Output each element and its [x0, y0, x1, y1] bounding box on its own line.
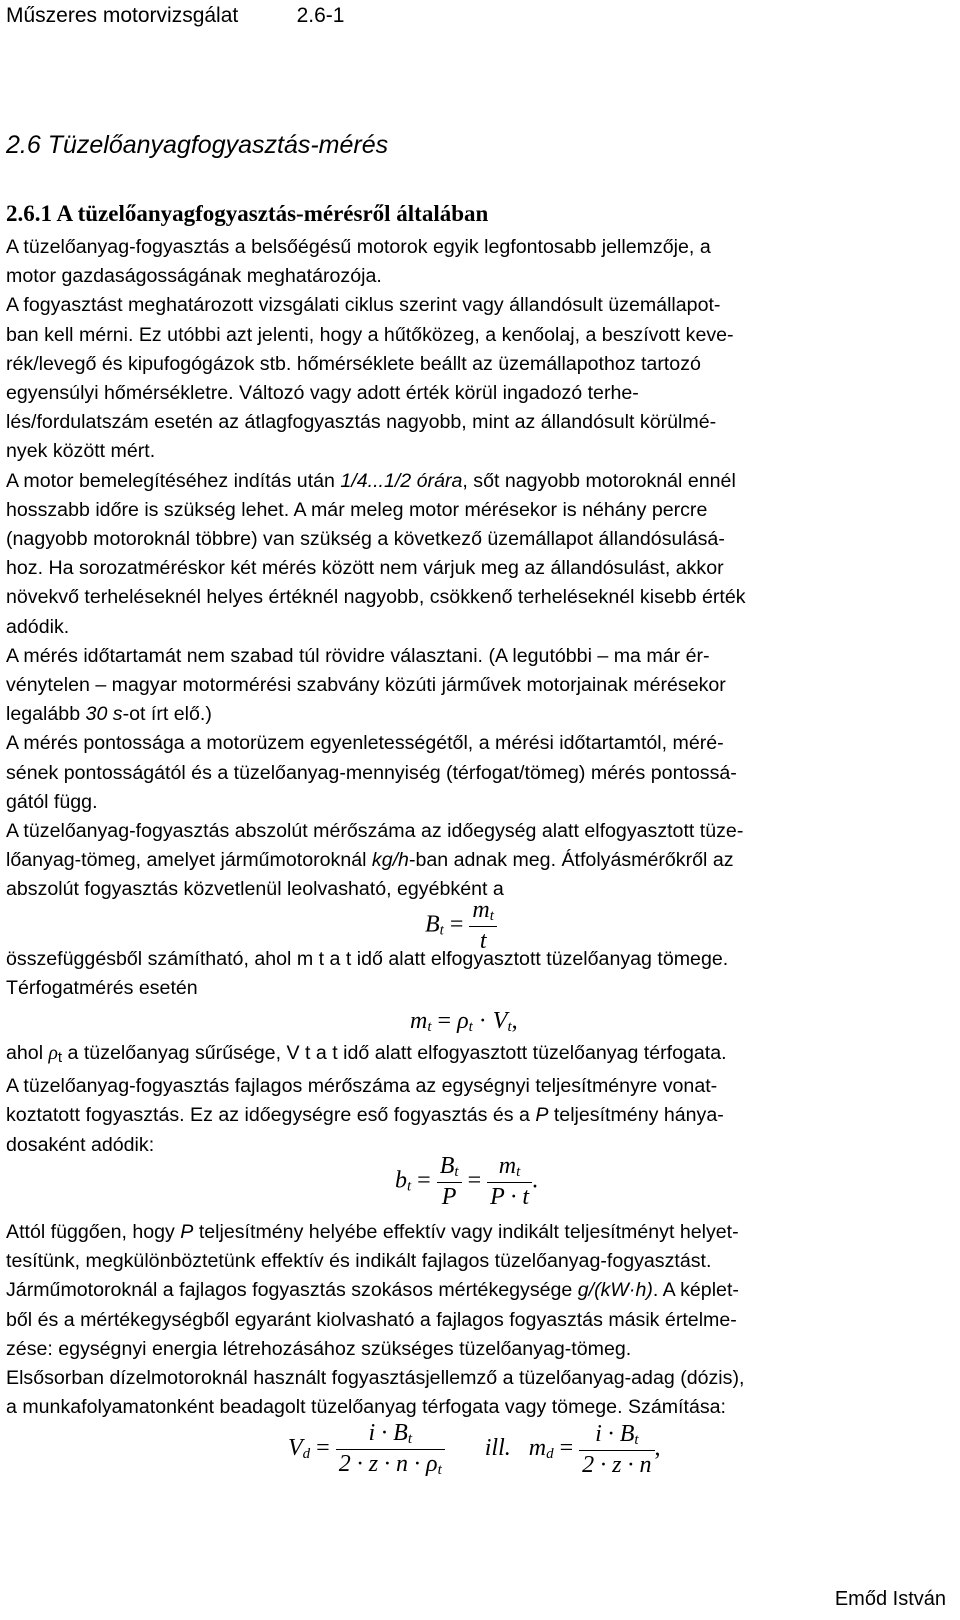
formula-symbol: m	[472, 897, 490, 923]
formula-subscript: t	[516, 1164, 521, 1180]
text-line	[6, 1276, 954, 1305]
formula-symbol: i · B	[595, 1420, 635, 1447]
text-line	[6, 1039, 954, 1072]
text-span: teljesítmény helyébe effektív vagy indikált teljesítményt helyet-	[193, 1221, 739, 1243]
text-line: abszolút fogyasztás közvetlenül leolvasható, egyébként a	[6, 878, 504, 901]
formula-punctuation: ,	[511, 1008, 518, 1034]
formula-symbol: 2 · z · n · ρ	[338, 1451, 438, 1477]
text-span: legalább	[6, 703, 86, 726]
fraction-denominator: t	[479, 928, 487, 954]
text-italic: P	[535, 1104, 549, 1127]
text-line: sének pontosságától és a tüzelőanyag-mennyiség (térfogat/tömeg) mérés pontossá-	[6, 761, 737, 784]
text-span: , sőt nagyobb motoroknál ennél	[462, 469, 736, 492]
formula-operator: =	[449, 911, 464, 938]
formula-operator: =	[467, 1167, 482, 1194]
text-line: A tüzelőanyag-fogyasztás fajlagos mérőszáma az egységnyi teljesítményre vonat-	[6, 1075, 718, 1098]
fraction-numerator	[487, 1153, 532, 1183]
formula-symbol: m	[498, 1153, 517, 1179]
text-line	[6, 1101, 954, 1130]
header-page-number: 2.6-1	[296, 4, 345, 27]
formula-fraction	[336, 1420, 445, 1479]
text-italic: kg/h	[371, 849, 409, 872]
fraction-denominator	[336, 1450, 445, 1479]
text-span: t	[305, 1042, 311, 1064]
text-span: . A képlet-	[652, 1279, 739, 1302]
formula-subscript: t	[437, 1462, 442, 1478]
text-line	[6, 467, 954, 496]
text-span: A motor bemelegítéséhez indítás után	[6, 469, 341, 492]
text-line: A tüzelőanyag-fogyasztás abszolút mérőszáma az időegység alatt elfogyasztott tüze-	[6, 820, 744, 843]
text-span: m	[296, 948, 314, 970]
formula-punctuation: .	[532, 1167, 539, 1194]
text-span: -ban adnak meg. Átfolyásmérőkről az	[408, 849, 734, 872]
formula-subscript: t	[407, 1431, 412, 1447]
formula-symbol: B	[439, 1153, 455, 1179]
text-line: egyensúlyi hőmérsékletre. Változó vagy adott érték körül ingadozó terhe-	[6, 382, 639, 405]
text-line: (nagyobb motoroknál többre) van szükség a következő üzemállapot állandósulásá-	[6, 528, 725, 551]
text-line: ből és a mértékegységből egyaránt kiolvasható a fajlagos fogyasztás másik értelme-	[6, 1308, 737, 1331]
formula-symbol: m	[528, 1435, 547, 1462]
formula-dose	[288, 1420, 661, 1479]
text-line	[6, 1218, 954, 1247]
text-line	[6, 700, 954, 729]
formula-subscript: t	[454, 1164, 459, 1180]
body-text-block-2	[6, 945, 954, 1003]
text-span: t	[345, 948, 352, 970]
text-span: ahol	[6, 1042, 49, 1064]
formula-subscript: t	[439, 922, 444, 939]
text-span: t	[332, 1042, 338, 1064]
text-line: A mérés időtartamát nem szabad túl rövidre választani. (A legutóbbi – ma már ér-	[6, 644, 710, 667]
text-line: Elsősorban dízelmotoroknál használt fogyasztásjellemző a tüzelőanyag-adag (dózis),	[6, 1367, 745, 1390]
formula-symbol: ρ	[457, 1008, 469, 1034]
text-span: V	[286, 1042, 300, 1064]
text-span: idő alatt elfogyasztott tüzelőanyag térfogata.	[337, 1042, 727, 1064]
formula-text: ill.	[484, 1435, 511, 1462]
text-span: koztatott fogyasztás. Ez az időegységre eső fogyasztás és a	[6, 1104, 536, 1127]
formula-operator: =	[559, 1435, 574, 1462]
text-span: a	[310, 1042, 333, 1064]
formula-operator: =	[417, 1167, 431, 1194]
text-line: tesítünk, megkülönböztetünk effektív és indikált fajlagos tüzelőanyag-fogyasztást.	[6, 1250, 712, 1273]
formula-operator: =	[316, 1435, 330, 1462]
text-italic: P	[180, 1221, 194, 1243]
formula-subscript: t	[507, 1019, 512, 1035]
text-line: hosszabb időre is szükség lehet. A már meleg motor mérésekor is néhány percre	[6, 498, 708, 521]
formula-operator: ·	[478, 1008, 487, 1034]
text-span: ρ	[48, 1043, 58, 1064]
body-text-block-1	[6, 233, 954, 905]
formula-subscript: t	[489, 908, 494, 924]
section-heading: 2.6 Tüzelőanyagfogyasztás-mérés	[6, 131, 389, 159]
text-line: zése: egységnyi energia létrehozásához szükséges tüzelőanyag-tömeg.	[6, 1337, 632, 1360]
text-italic: 1/4...1/2 órára	[340, 469, 463, 492]
fraction-numerator	[437, 1153, 462, 1183]
text-span: Attól függően, hogy	[6, 1221, 181, 1243]
formula-subscript: t	[634, 1431, 639, 1448]
text-line: vénytelen – magyar motormérési szabvány közúti járművek motorjainak mérésekor	[6, 674, 726, 697]
text-line: adódik.	[6, 615, 70, 638]
text-italic: 30 s	[85, 703, 123, 726]
body-text-block-4	[6, 1218, 954, 1422]
text-span: -ot írt elő.)	[122, 703, 212, 726]
subsection-heading: 2.6.1 A tüzelőanyagfogyasztás-mérésről általában	[6, 201, 489, 226]
fraction-numerator	[469, 897, 497, 927]
text-line: A fogyasztást meghatározott vizsgálati ciklus szerint vagy állandósult üzemállapot-	[6, 294, 721, 317]
text-span: a tüzelőanyag sűrűsége,	[62, 1042, 287, 1064]
text-subscript: t	[57, 1049, 63, 1066]
formula-fraction	[579, 1421, 654, 1479]
formula-subscript: t	[407, 1178, 412, 1195]
formula-symbol: V	[492, 1008, 508, 1034]
text-line: dosaként adódik:	[6, 1133, 155, 1156]
text-line: motor gazdaságosságának meghatározója.	[6, 265, 382, 288]
text-span: a	[324, 948, 346, 970]
fraction-numerator	[336, 1420, 445, 1450]
formula-symbol: b	[395, 1167, 407, 1194]
text-span: lőanyag-tömeg, amelyet járműmotoroknál	[6, 849, 372, 872]
formula-operator: =	[437, 1008, 452, 1034]
text-span: teljesítmény hánya-	[548, 1104, 724, 1127]
text-line: lés/fordulatszám esetén az átlagfogyasztás nagyobb, mint az állandósult körülmé-	[6, 411, 717, 434]
formula-symbol: i · B	[368, 1420, 408, 1446]
formula-fraction	[487, 1153, 532, 1211]
text-line: növekvő terheléseknél helyes értéknél nagyobb, csökkenő terheléseknél kisebb érték	[6, 586, 746, 609]
formula-subscript: d	[302, 1446, 311, 1463]
text-line: ban kell mérni. Ez utóbbi azt jelenti, hogy a hűtőközeg, a kenőolaj, a beszívott keve-	[6, 323, 734, 346]
fraction-denominator: 2 · z · n	[582, 1451, 652, 1478]
formula-bt-specific	[395, 1153, 538, 1211]
text-line: nyek között mért.	[6, 440, 156, 463]
fraction-denominator: P · t	[490, 1184, 530, 1210]
text-line: gától függ.	[6, 790, 98, 813]
page-header	[6, 4, 344, 28]
author-signature: Emőd István	[834, 1588, 946, 1610]
formula-subscript: t	[427, 1019, 432, 1035]
formula-symbol: V	[288, 1435, 303, 1462]
text-line: A tüzelőanyag-fogyasztás a belsőégésű motorok egyik legfontosabb jellemzője, a	[6, 236, 711, 258]
text-span: t	[318, 948, 325, 970]
formula-fraction	[437, 1153, 462, 1211]
text-italic: g/(kW·h)	[577, 1279, 653, 1302]
text-line: hoz. Ha sorozatméréskor két mérés között nem várjuk meg az állandósulást, akkor	[6, 557, 724, 580]
text-span: összefüggésből számítható, ahol	[6, 948, 297, 970]
formula-subscript: t	[468, 1019, 473, 1035]
formula-subscript: d	[546, 1446, 554, 1463]
text-line	[6, 945, 954, 974]
text-line: a munkafolyamatonként beadagolt tüzelőanyag térfogata vagy tömege. Számítása:	[6, 1396, 726, 1419]
text-line: rék/levegő és kipufogógázok stb. hőmérséklete beállt az üzemállapothoz tartozó	[6, 352, 701, 375]
formula-symbol: m	[410, 1008, 428, 1034]
header-title: Műszeres motorvizsgálat	[6, 4, 239, 27]
formula-punctuation: ,	[654, 1435, 661, 1462]
fraction-denominator: P	[441, 1184, 457, 1210]
text-span: Járműmotoroknál a fajlagos fogyasztás szokásos mértékegysége	[6, 1279, 578, 1302]
formula-mt	[410, 1008, 518, 1036]
fraction-numerator	[579, 1421, 654, 1451]
text-line	[6, 846, 954, 875]
formula-symbol: B	[425, 911, 440, 938]
body-text-block-3	[6, 1039, 954, 1160]
text-span: idő alatt elfogyasztott tüzelőanyag tömege.	[351, 948, 729, 970]
text-line: A mérés pontossága a motorüzem egyenletességétől, a mérési időtartamtól, méré-	[6, 732, 724, 755]
text-line: Térfogatmérés esetén	[6, 977, 198, 1000]
